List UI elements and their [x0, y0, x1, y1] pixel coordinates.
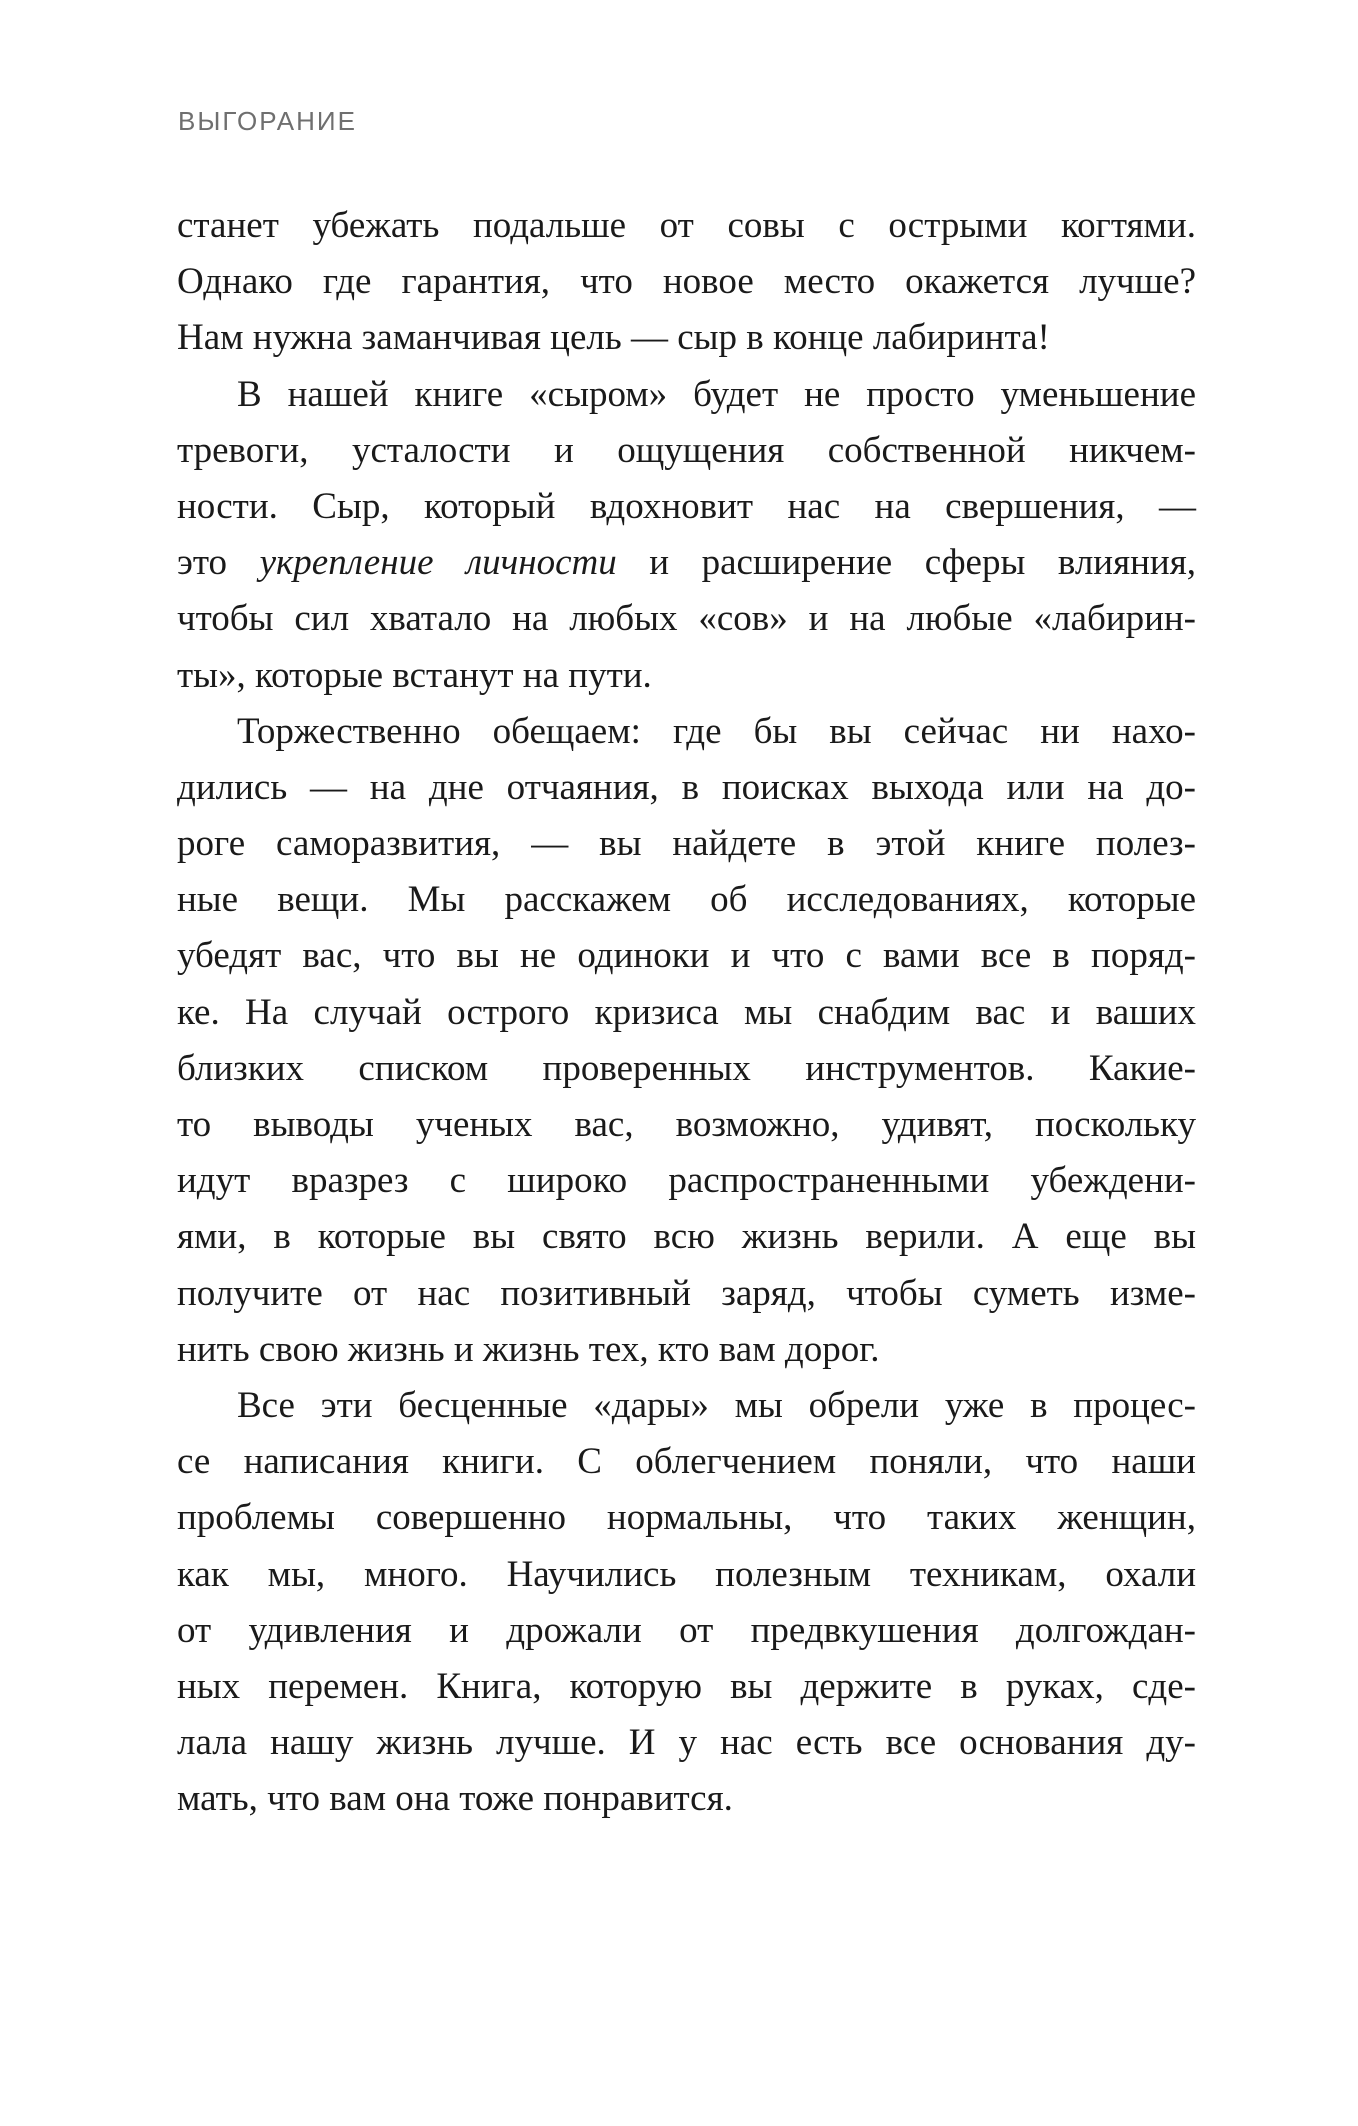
running-head: ВЫГОРАНИЕ: [178, 106, 357, 136]
text-line: ты», которые встанут на пути.: [177, 654, 652, 696]
text-line: получите от нас позитивный заряд, чтобы суметь изме-: [177, 1272, 1196, 1314]
text-line: ями, в которые вы свято всю жизнь верили. А еще вы: [177, 1216, 1196, 1258]
text-line: чтобы сил хватало на любых «сов» и на любые «лабирин-: [177, 598, 1196, 640]
text-line: ные вещи. Мы расскажем об исследованиях, которые: [177, 879, 1196, 921]
text-line: дились — на дне отчаяния, в поисках выхода или на до-: [177, 766, 1196, 808]
text-line: нить свою жизнь и жизнь тех, кто вам дорог.: [177, 1328, 880, 1370]
text-line: от удивления и дрожали от предвкушения долгождан-: [177, 1609, 1196, 1651]
text-line: близких списком проверенных инструментов. Какие-: [177, 1047, 1196, 1089]
text-line: В нашей книге «сыром» будет не просто уменьшение: [237, 373, 1196, 415]
paragraph: [177, 704, 1196, 1378]
text-line: лала нашу жизнь лучше. И у нас есть все основания ду-: [177, 1722, 1196, 1764]
italic-emphasis: укрепление личности: [259, 542, 617, 584]
text-line: ке. На случай острого кризиса мы снабдим вас и ваших: [177, 991, 1196, 1033]
text-line: Нам нужна заманчивая цель — сыр в конце лабиринта!: [177, 317, 1050, 359]
text-line: се написания книги. С облегчением поняли, что наши: [177, 1441, 1196, 1483]
text-line: убедят вас, что вы не одиноки и что с вами все в поряд-: [177, 935, 1196, 977]
text-line: Однако где гарантия, что новое место окажется лучше?: [177, 261, 1196, 303]
text-line: мать, что вам она тоже понравится.: [177, 1778, 733, 1820]
text-line: как мы, много. Научились полезным техникам, охали: [177, 1553, 1196, 1595]
text-line: ности. Сыр, который вдохновит нас на свершения, —: [177, 485, 1196, 527]
text-line: проблемы совершенно нормальны, что таких женщин,: [177, 1497, 1196, 1539]
text-line: идут вразрез с широко распространенными убеждени-: [177, 1160, 1196, 1202]
page-body: [177, 198, 1196, 1827]
text-line: тревоги, усталости и ощущения собственной никчем-: [177, 429, 1196, 471]
text-line: Торжественно обещаем: где бы вы сейчас ни нахо-: [237, 710, 1196, 752]
paragraph: [177, 367, 1196, 704]
paragraph: [177, 1378, 1196, 1828]
text-line: то выводы ученых вас, возможно, удивят, поскольку: [177, 1104, 1196, 1145]
paragraph: [177, 198, 1196, 367]
text-line: роге саморазвития, — вы найдете в этой книге полез-: [177, 823, 1196, 865]
text-line: ных перемен. Книга, которую вы держите в руках, сде-: [177, 1665, 1196, 1707]
text-segment: и расширение сферы влияния,: [616, 542, 1196, 584]
text-line: станет убежать подальше от совы с острыми когтями.: [177, 205, 1196, 246]
text-line: [177, 535, 1196, 591]
text-segment: это: [177, 542, 260, 584]
text-line: Все эти бесценные «дары» мы обрели уже в процес-: [237, 1384, 1196, 1426]
